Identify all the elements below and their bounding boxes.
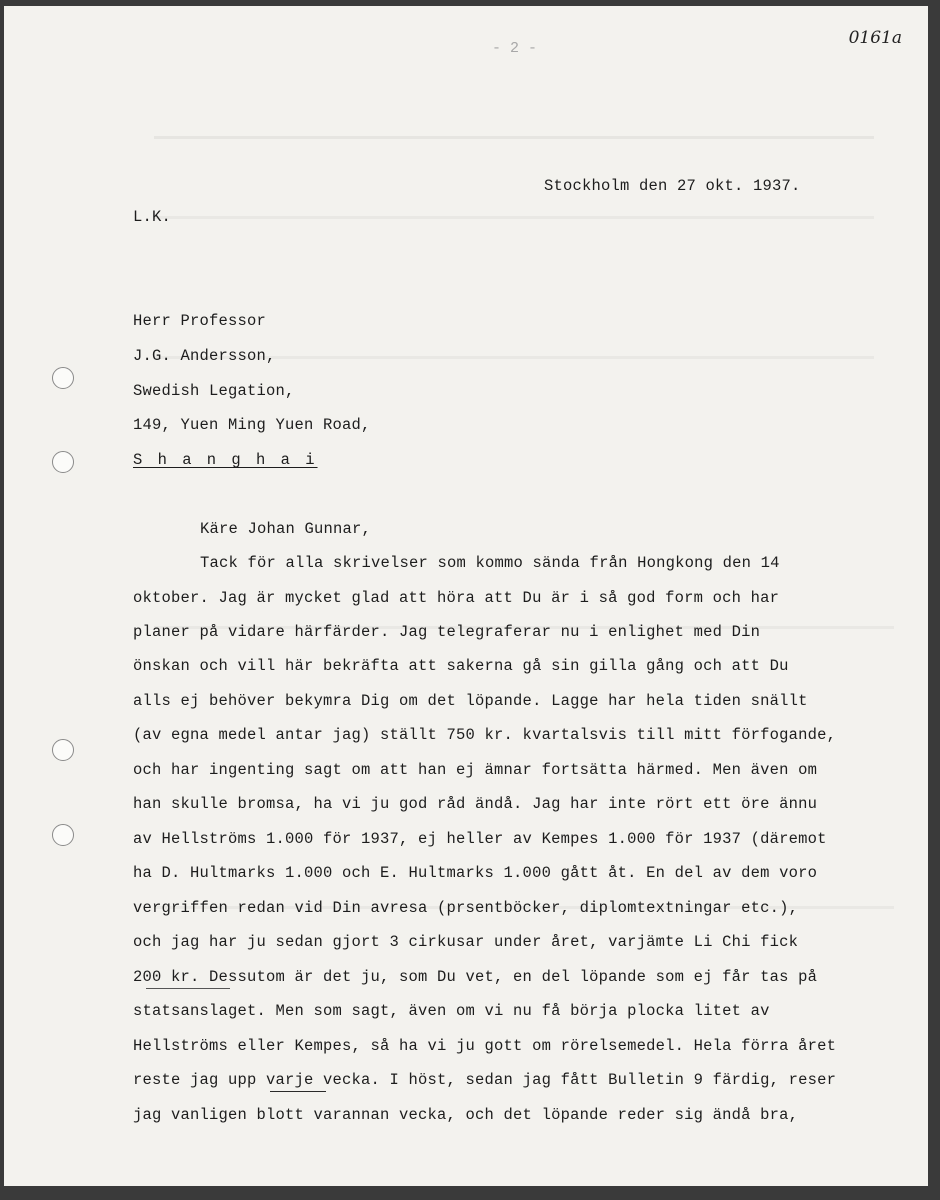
page-number: - 2 - (492, 40, 538, 57)
address-line: Herr Professor (133, 312, 267, 330)
body-line: och jag har ju sedan gjort 3 cirkusar under året, varjämte Li Chi fick (133, 933, 799, 951)
body-line: oktober. Jag är mycket glad att höra att Du är i så god form och har (133, 589, 780, 607)
body-line: vergriffen redan vid Din avresa (prsentböcker, diplomtextningar etc.), (133, 899, 799, 917)
body-line: av Hellströms 1.000 för 1937, ej heller av Kempes 1.000 för 1937 (däremot (133, 830, 827, 848)
bleed-through-shadow (154, 216, 874, 219)
body-line: reste jag upp varje vecka. I höst, sedan jag fått Bulletin 9 färdig, reser (133, 1071, 837, 1089)
address-line: J.G. Andersson, (133, 347, 276, 365)
sender-initials: L.K. (133, 208, 172, 226)
body-line: alls ej behöver bekymra Dig om det löpande. Lagge har hela tiden snällt (133, 692, 808, 710)
body-line: jag vanligen blott varannan vecka, och det löpande reder sig ändå bra, (133, 1106, 799, 1124)
punch-hole (52, 739, 74, 761)
body-line: och har ingenting sagt om att han ej ämnar fortsätta härmed. Men även om (133, 761, 818, 779)
body-line: han skulle bromsa, ha vi ju god råd ändå. Jag har inte rört ett öre ännu (133, 795, 818, 813)
punch-hole (52, 451, 74, 473)
archive-mark: 0161a (848, 28, 902, 48)
body-line: (av egna medel antar jag) ställt 750 kr. kvartalsvis till mitt förfogande, (133, 726, 837, 744)
punch-hole (52, 367, 74, 389)
letter-page (4, 6, 928, 1186)
body-line: statsanslaget. Men som sagt, även om vi nu få börja plocka litet av (133, 1002, 770, 1020)
address-city: S h a n g h a i (133, 451, 318, 469)
body-line: planer på vidare härfärder. Jag telegraferar nu i enlighet med Din (133, 623, 761, 641)
body-line: Hellströms eller Kempes, så ha vi ju gott om rörelsemedel. Hela förra året (133, 1037, 837, 1055)
underline-mark (146, 988, 230, 989)
address-line: Swedish Legation, (133, 382, 295, 400)
body-line: 200 kr. Dessutom är det ju, som Du vet, en del löpande som ej får tas på (133, 968, 818, 986)
body-line: önskan och vill här bekräfta att sakerna gå sin gilla gång och att Du (133, 657, 789, 675)
bleed-through-shadow (154, 136, 874, 139)
body-line: Tack för alla skrivelser som kommo sända från Hongkong den 14 (200, 554, 780, 572)
address-line: 149, Yuen Ming Yuen Road, (133, 416, 371, 434)
underline-mark (270, 1091, 326, 1092)
punch-hole (52, 824, 74, 846)
letter-date: Stockholm den 27 okt. 1937. (544, 177, 801, 195)
salutation: Käre Johan Gunnar, (200, 520, 372, 538)
body-line: ha D. Hultmarks 1.000 och E. Hultmarks 1.000 gått åt. En del av dem voro (133, 864, 818, 882)
